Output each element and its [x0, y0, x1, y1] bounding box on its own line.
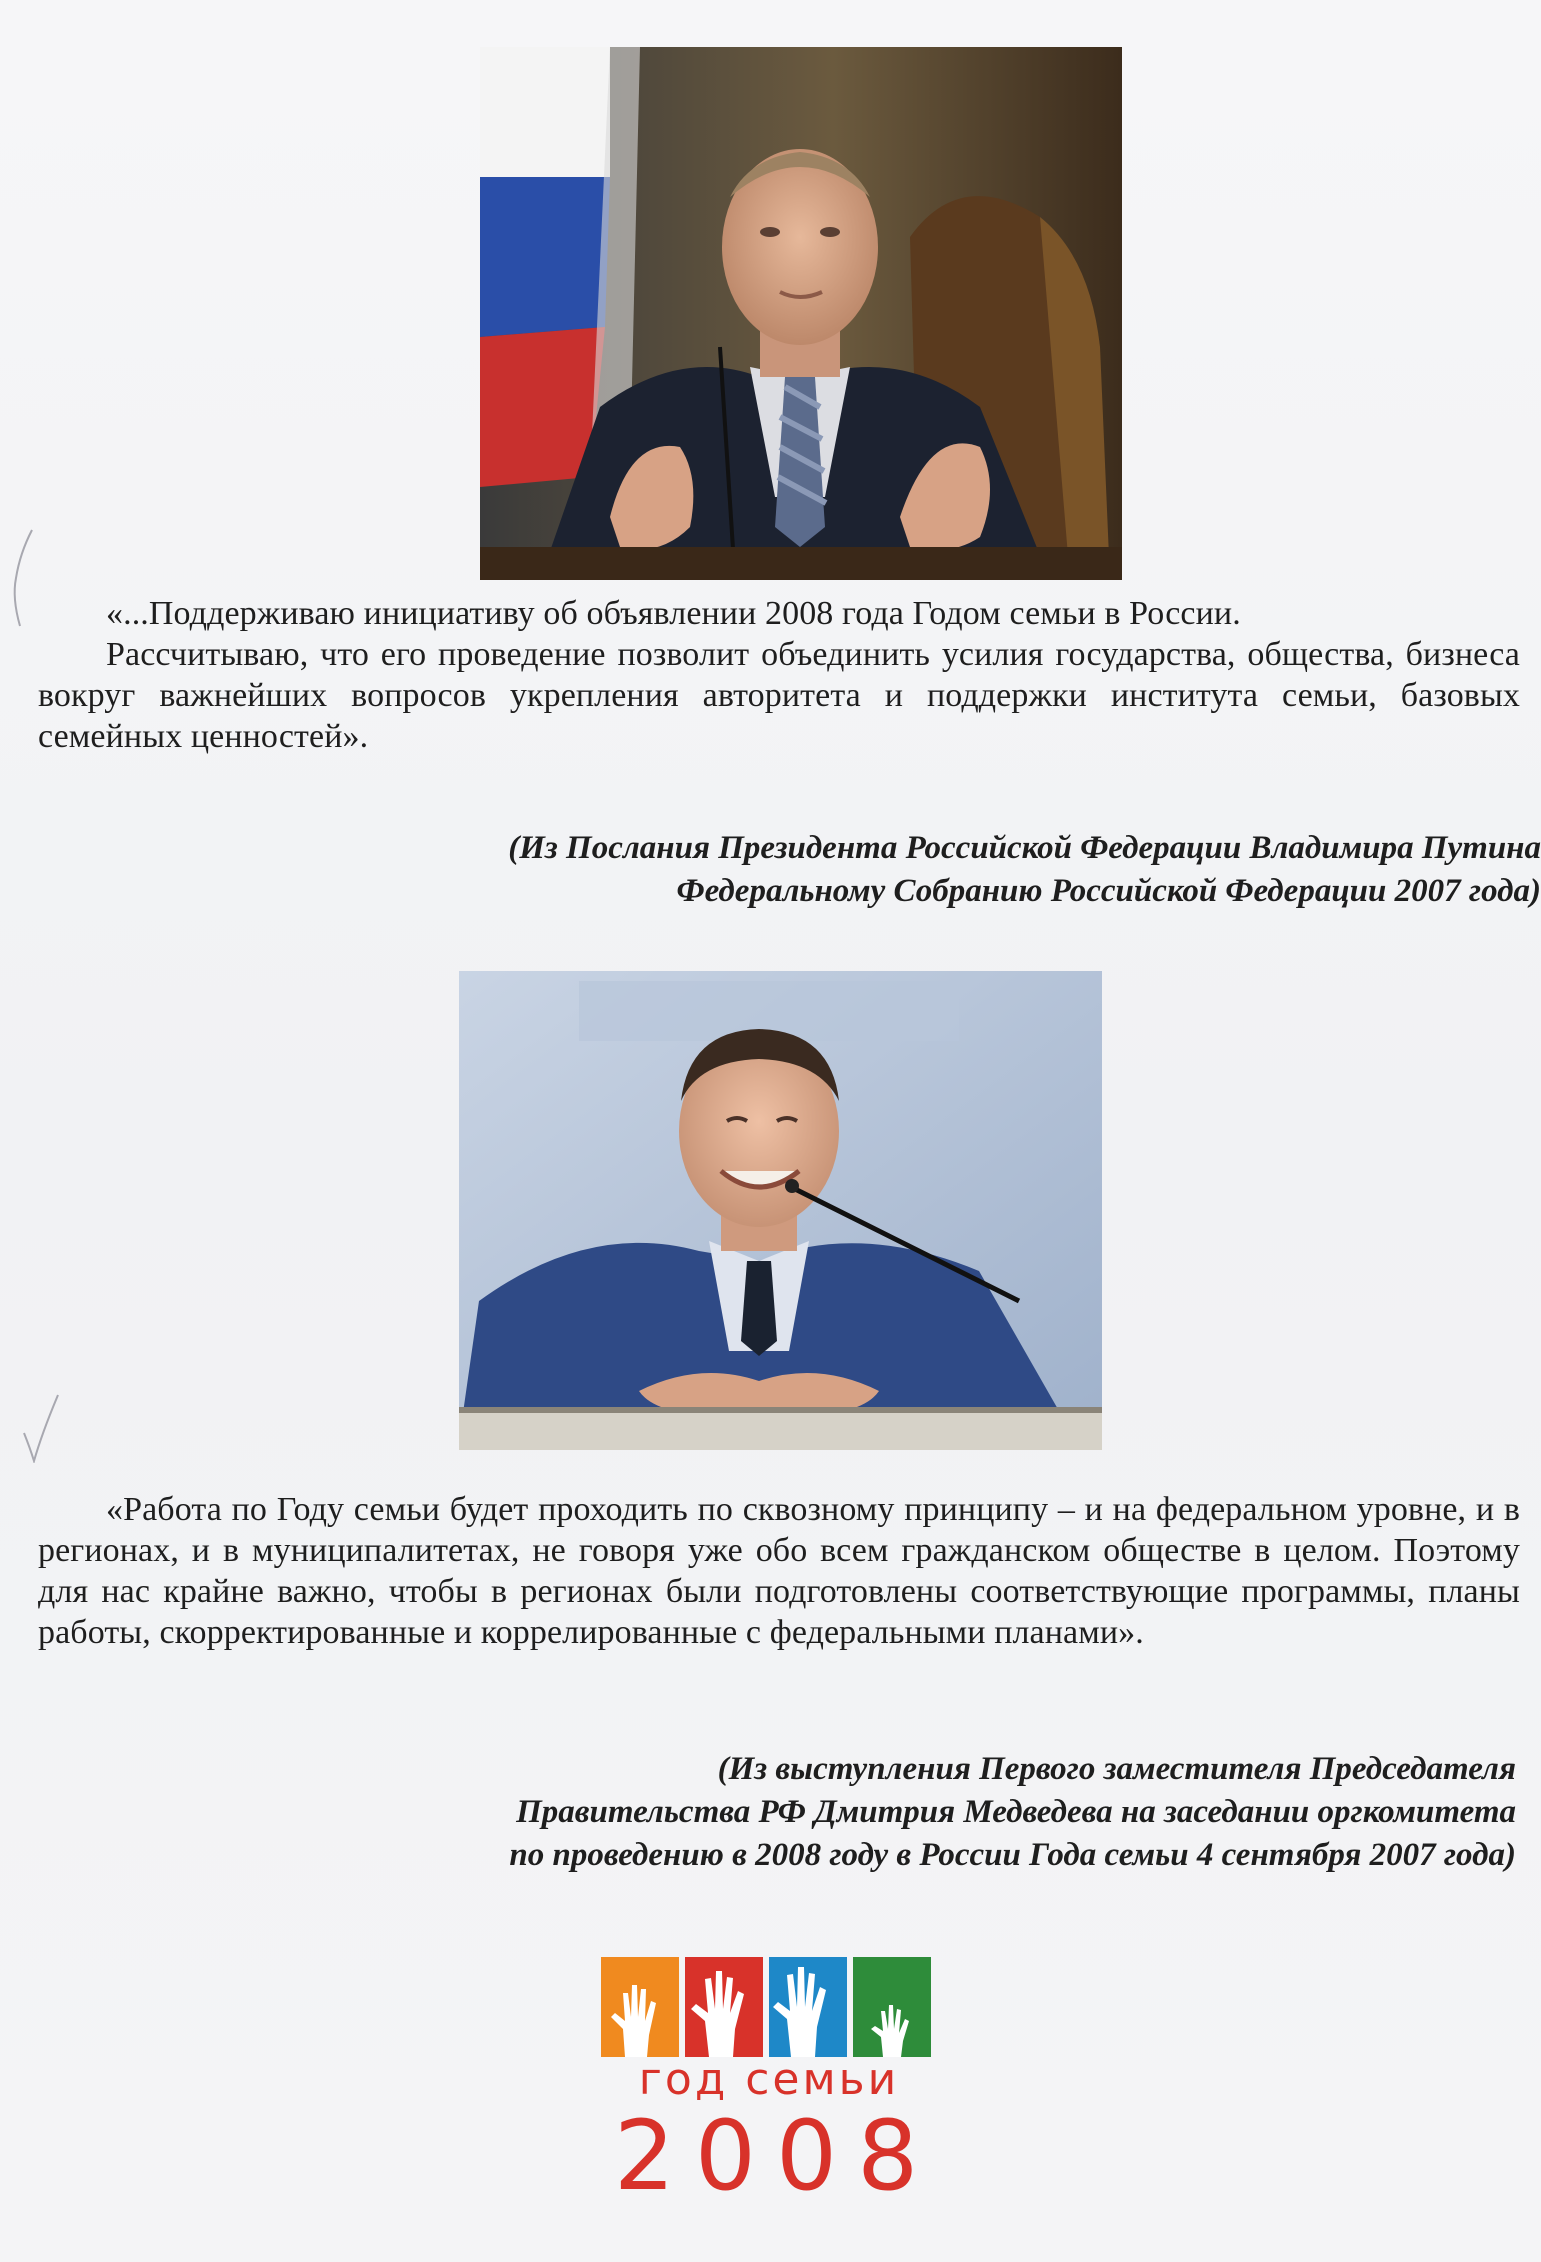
- quote-putin-paragraph-1: «...Поддерживаю инициативу об объявлении 2008 года Годом семьи в России.: [106, 595, 1241, 632]
- raised-hands-icon: [601, 1957, 931, 2057]
- source-line: (Из Послания Президента Российской Федерации Владимира Путина: [508, 830, 1541, 866]
- pencil-check-mark-1: [6, 528, 36, 628]
- pencil-check-mark-2: [20, 1393, 60, 1463]
- photo-first-deputy-smiling: [459, 971, 1102, 1450]
- quote-putin: [38, 593, 1520, 757]
- quote-putin-source: [41, 827, 1541, 913]
- source-line: (Из выступления Первого заместителя Председателя: [717, 1751, 1516, 1787]
- logo-title: год семьи: [638, 2054, 900, 2105]
- logo-year: 2008: [613, 2100, 939, 2212]
- quote-putin-paragraph-2: Рассчитываю, что его проведение позволит объединить усилия государства, общества, бизнеса вокруг важнейших вопросов укрепления авторитета и поддержки института семьи, базовых семейных ценностей».: [38, 636, 1520, 755]
- source-line: Правительства РФ Дмитрия Медведева на заседании оргкомитета: [516, 1794, 1516, 1830]
- source-line: по проведению в 2008 году в России Года семьи 4 сентября 2007 года): [509, 1837, 1516, 1873]
- source-line: Федеральному Собранию Российской Федерации 2007 года): [676, 873, 1541, 909]
- year-of-family-logo: [599, 1957, 939, 2257]
- quote-medvedev-paragraph: «Работа по Году семьи будет проходить по сквозному принципу – и на федеральном уровне, и в регионах, и в муниципалитетах, не говоря уже обо всем гражданском обществе в целом. Поэтому для нас крайне важно, чтобы в регионах были подготовлены соответствующие программы, планы работы, скорректированные и коррелированные с федеральными планами».: [38, 1491, 1520, 1651]
- quote-medvedev: [38, 1489, 1520, 1653]
- photo-president-speaking: [480, 47, 1122, 580]
- quote-medvedev-source: [6, 1748, 1516, 1877]
